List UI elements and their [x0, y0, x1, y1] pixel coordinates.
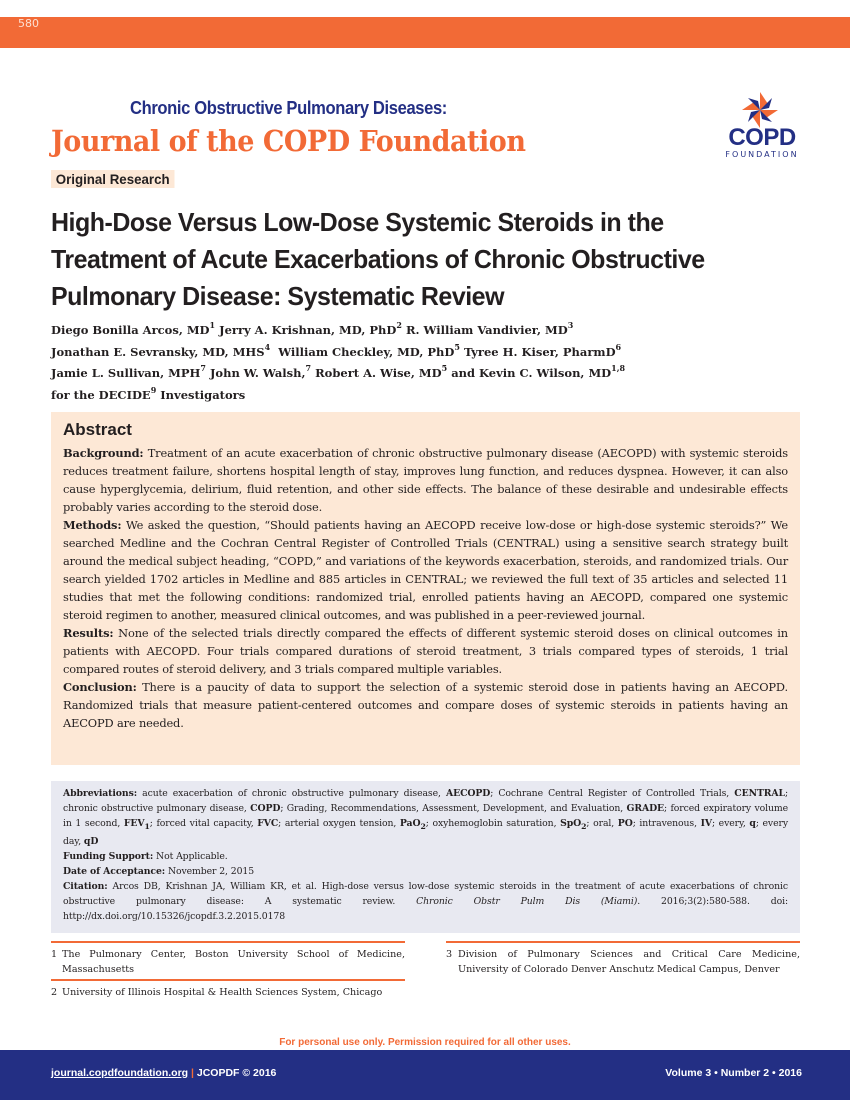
abbr-text: ; every day, [63, 818, 788, 847]
author-affiliation-mark: 2 [396, 320, 402, 331]
section-tag: Original Research [51, 170, 174, 188]
author-name: Jerry A. Krishnan, MD, PhD [219, 323, 397, 337]
abstract-text: There is a paucity of data to support the selection of a systemic steroid dose in patients having an AECOPD. Randomized trials that measure patient-centered outcomes and compare doses of systemic steroids in patients having an AECOPD are needed. [63, 680, 788, 730]
meta-label: Citation: [63, 880, 108, 892]
author-affiliation-mark: 9 [150, 384, 157, 395]
abstract-label: Background: [63, 446, 144, 460]
abbr-text: acute exacerbation of chronic obstructive pulmonary disease, [137, 788, 446, 799]
author-name: Jamie L. Sullivan, MPH [51, 366, 201, 380]
author-affiliation-mark: 6 [615, 341, 622, 352]
affiliation-text: Division of Pulmonary Sciences and Critical Care Medicine, University of Colorado Denver Anschutz Medical Campus, Denver [458, 949, 800, 975]
affiliation-rule [51, 979, 405, 981]
abbr-term: GRADE [626, 803, 665, 814]
meta-label: Funding Support: [63, 850, 154, 862]
abbr-text: ; forced expiratory volume in 1 second, [63, 803, 788, 829]
article-metadata [51, 781, 800, 933]
abbr-term: AECOPD [445, 788, 491, 799]
abbr-term: FEV [123, 818, 145, 829]
abbr-term: IV [700, 818, 712, 829]
abbr-text: ; chronic obstructive pulmonary disease, [63, 788, 789, 814]
author-line-1 [51, 320, 811, 342]
abstract-conclusion [63, 678, 788, 732]
abbr-term: 2 [581, 821, 587, 831]
journal-title: Journal of the COPD Foundation [51, 124, 526, 158]
abstract-methods [63, 516, 788, 624]
abbr-text: ; oxyhemoglobin saturation, [425, 818, 561, 829]
abstract-heading: Abstract [63, 420, 132, 439]
abstract-results [63, 624, 788, 678]
logo-subtext: FOUNDATION [725, 150, 799, 159]
author-line-2 [51, 342, 811, 364]
abbr-term: COPD [250, 803, 281, 814]
abbr-text: ; Grading, Recommendations, Assessment, Development, and Evaluation, [280, 803, 627, 814]
author-affiliation-mark: 5 [454, 341, 460, 352]
author-line-4 [51, 385, 811, 407]
journal-site-link[interactable]: journal.copdfoundation.org [51, 1067, 189, 1079]
funding-support [63, 849, 788, 864]
abbr-term: PaO [399, 818, 421, 829]
abbr-text: ; forced vital capacity, [149, 818, 258, 829]
author-name: William Checkley, MD, PhD [278, 344, 455, 359]
author-name: R. William Vandivier, MD [405, 323, 568, 337]
abstract-text: None of the selected trials directly compared the effects of different systemic steroid doses on clinical outcomes in patients with AECOPD. Four trials compared durations of steroid treatment, 3 trials compared types of steroids, 1 trial compared routes of steroid delivery, and 3 trials compared multiple variables. [63, 626, 788, 676]
abstract-box [51, 412, 800, 765]
author-affiliation-mark: 1 [209, 320, 216, 331]
author-affiliation-mark: 3 [567, 320, 574, 331]
meta-label: Date of Acceptance: [63, 865, 166, 877]
citation [63, 879, 788, 924]
abstract-background [63, 444, 788, 516]
abstract-text: Treatment of an acute exacerbation of chronic obstructive pulmonary disease (AECOPD) with systemic steroids reduces treatment failure, shortens hospital length of stay, improves lung function, and reduces dyspnea. However, it can also cause hyperglycemia, delirium, fluid retention, and other side effects. The balance of these desirable and undesirable effects probably varies according to the steroid dose. [63, 446, 788, 514]
abbr-text: ; arterial oxygen tension, [278, 818, 400, 829]
date-value: November 2, 2015 [167, 865, 255, 877]
copd-foundation-logo [715, 90, 805, 162]
affiliation-number: 2 [51, 987, 58, 998]
author-name: Tyree H. Kiser, PharmD [463, 344, 616, 359]
citation-journal: Chronic Obstr Pulm Dis (Miami) [416, 895, 638, 907]
abstract-label: Results: [63, 626, 114, 640]
acceptance-date [63, 864, 788, 879]
abbr-term: CENTRAL [734, 788, 785, 799]
abstract-text: We asked the question, “Should patients having an AECOPD receive low-dose or high-dose systemic steroids?” We searched Medline and the Cochran Central Register of Controlled Trials (CENTRAL) using a sensitive search strategy built around the medical subject heading, “COPD,” and variations of the keywords exacerbation, steroids, and randomized trials. Our search yielded 1702 articles in Medline and 885 articles in CENTRAL; we reviewed the full text of 35 articles and selected 11 studies that met the following conditions: randomized trial, enrolled patients having an AECOPD, compared one systemic steroid regimen to another, measured clinical outcomes, and was published in a peer-reviewed journal. [63, 518, 788, 622]
author-name: John W. Walsh, [209, 366, 306, 380]
affiliation-number: 1 [51, 949, 58, 960]
author-name: and Kevin C. Wilson, MD [451, 366, 612, 380]
abbr-term: FVC [257, 818, 279, 829]
author-line-3 [51, 363, 811, 385]
affiliation-rule [51, 941, 405, 943]
abstract-label: Methods: [63, 518, 122, 532]
abbreviations [63, 786, 788, 849]
footer-left: journal.copdfoundation.org | JCOPDF © 2016 [51, 1067, 277, 1079]
author-group: for the DECIDE [51, 387, 151, 402]
author-affiliation-mark: 7 [305, 363, 312, 374]
author-affiliation-mark: 1,8 [611, 363, 626, 374]
abbr-term: 2 [420, 821, 426, 831]
funding-value: Not Applicable. [156, 850, 228, 862]
affiliation-3 [446, 947, 800, 977]
author-list [51, 320, 811, 406]
author-affiliation-mark: 7 [200, 363, 206, 374]
abbr-term: PO [617, 818, 633, 829]
author-group-suffix: Investigators [160, 387, 246, 402]
journal-subtitle: Chronic Obstructive Pulmonary Diseases: [130, 98, 447, 118]
meta-label: Abbreviations: [63, 788, 138, 799]
affiliation-number: 3 [446, 949, 453, 960]
abbr-text: ; every, [711, 818, 750, 829]
author-affiliation-mark: 4 [264, 341, 271, 352]
abbr-term: SpO [560, 818, 582, 829]
affiliation-2 [51, 985, 411, 1000]
footer-copyright: JCOPDF © 2016 [196, 1067, 277, 1079]
author-name: Diego Bonilla Arcos, MD [51, 323, 210, 337]
article-title: High-Dose Versus Low-Dose Systemic Steroids in the Treatment of Acute Exacerbations of Chronic Obstructive Pulmonary Disease: Systematic Review [51, 207, 705, 311]
author-name: Robert A. Wise, MD [315, 366, 442, 380]
affiliation-text: The Pulmonary Center, Boston University School of Medicine, Massachusetts [62, 949, 405, 975]
citation-doi: . 2016;3(2):580-588. doi: http://dx.doi.org/10.15326/jcopdf.3.2.2015.0178 [63, 895, 788, 922]
abbr-term: 1 [144, 821, 150, 831]
affiliation-text: University of Illinois Hospital & Health Sciences System, Chicago [62, 987, 383, 998]
author-affiliation-mark: 5 [441, 363, 448, 374]
abbr-term: qD [83, 835, 99, 847]
affiliation-1 [51, 947, 405, 977]
affiliation-rule [446, 941, 800, 943]
footer-volume: Volume 3 • Number 2 • 2016 [665, 1067, 802, 1079]
abbr-text: ; intravenous, [632, 818, 701, 829]
logo-wordmark: COPD [728, 124, 796, 151]
abbr-text: ; oral, [586, 818, 618, 829]
abstract-label: Conclusion: [63, 680, 137, 694]
abbr-text: ; Cochrane Central Register of Controlled Trials, [490, 788, 735, 799]
usage-disclaimer: For personal use only. Permission required for all other uses. [279, 1037, 571, 1048]
citation-text: Arcos DB, Krishnan JA, William KR, et al. High-dose versus low-dose systemic steroids in the treatment of acute exacerbations of chronic obstructive pulmonary disease: A systematic review. [63, 880, 789, 907]
footer-bar [0, 1050, 850, 1100]
top-bar [0, 17, 850, 48]
page-number: 580 [18, 17, 39, 30]
abbr-term: q [749, 818, 756, 829]
author-name: Jonathan E. Sevransky, MD, MHS [51, 344, 265, 359]
